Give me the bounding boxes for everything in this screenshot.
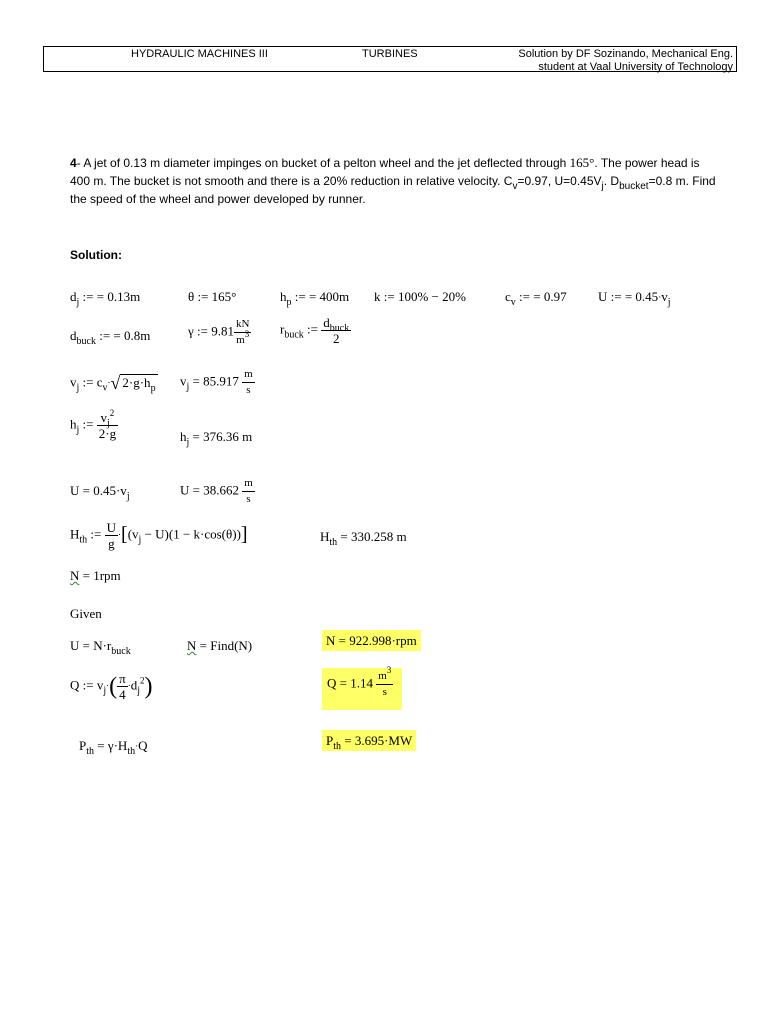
Hth-frac-den: g: [108, 536, 115, 551]
U-equation: $U = 0.45\cdot v_j$: [70, 483, 130, 502]
Hth-expr-a: (v: [127, 526, 139, 542]
header-credit-line1: Solution by DF Sozinando, Mechanical Eng.: [518, 48, 733, 60]
U-definition: U := = $0.45\cdot v_j$: [598, 289, 671, 308]
U-expr: = 0.45·v: [82, 483, 127, 498]
dbuck-definition: $d_{buck}$ := = 0.8m: [70, 328, 151, 347]
Hth-frac-num: U: [106, 520, 117, 535]
Q-4: 4: [119, 687, 126, 702]
problem-vj-sub: j: [601, 181, 604, 192]
vj-expr: 2·g·h: [122, 375, 151, 390]
find-expr: = Find(N): [199, 638, 253, 653]
Hth-result: $H_{th} = 330.258$ m: [320, 529, 407, 548]
vj-result: $v_j = 85.917$ $\frac{m}{s}$: [180, 368, 253, 396]
Q-equation: Q := $v_j\cdot$( $\frac{\pi}{4}$ $\cdot d_j^2$): [70, 671, 153, 702]
vj-result-value: = 85.917: [192, 373, 239, 389]
U-result: U = 38.662 $\frac{m}{s}$: [180, 477, 253, 505]
header-credit: [518, 48, 733, 74]
Hth-expr-b: − U)(1 − k·cos(θ)): [141, 526, 241, 542]
vj-equation: $v_j$ := $c_v\cdot√$ $2\cdot g\cdot h_p$: [70, 373, 156, 394]
header-topic: TURBINES: [362, 48, 418, 60]
U-result-value: = 38.662: [192, 482, 239, 498]
Hth-result-value: = 330.258 m: [340, 529, 407, 544]
page-header: [43, 46, 737, 72]
header-credit-line2: student at Vaal University of Technology: [538, 61, 733, 73]
given-eq: U = N·r: [70, 638, 112, 653]
Pth-result: $P_{th} = 3.695\cdot MW$: [322, 733, 416, 749]
dj-definition: $d_j$ := = 0.13m: [70, 289, 141, 308]
problem-text-e: =0.8 m. Find the speed of the wheel and power developed by runner.: [70, 174, 716, 206]
Pth-expr: = γ·H: [97, 738, 128, 753]
hj-result-value: = 376.36 m: [192, 429, 253, 444]
rbuck-definition: $r_{buck}$ := $\frac{d_{buck}}{2}$: [280, 315, 350, 346]
N-result: [322, 633, 421, 649]
Q-pi: π: [119, 671, 126, 686]
hp-definition: $h_p$ := = 400m: [280, 289, 350, 308]
cv-value: = 0.97: [533, 289, 567, 304]
problem-text-d: . D: [603, 174, 620, 188]
gamma-unit-num: kN: [234, 318, 251, 333]
header-course: HYDRAULIC MACHINES III: [131, 48, 268, 60]
given-label: Given: [70, 606, 102, 621]
hj-result: $h_j = 376.36$ m: [180, 429, 253, 448]
hj-equation: $h_j$ := $\frac{v_j^2}{2\cdot g}$: [70, 408, 117, 441]
given-equation: $U = N\cdot r_{buck}$: [70, 638, 131, 657]
problem-text-c: =0.97, U=0.45V: [517, 174, 602, 188]
problem-statement: [70, 154, 722, 208]
problem-cv-sub: v: [512, 181, 518, 192]
Q-result-value: Q = 1.14: [327, 675, 373, 691]
problem-text-b: . The power head is 400 m. The bucket is not smooth and there is a 20% reduction in relative velocity. C: [70, 156, 700, 188]
dbuck-value: = 0.8m: [113, 328, 151, 343]
problem-text-a: - A jet of 0.13 m diameter impinges on bucket of a pelton wheel and the jet deflected through: [76, 156, 570, 170]
solution-label: Solution:: [70, 248, 122, 262]
Hth-equation: $H_{th}$ := $\frac{U}{g}$ $\cdot[(v_j - U)(1 - k\cdot\cos(\theta))]$: [70, 520, 248, 551]
Q-result: Q = 1.14 $\frac{m^3}{s}$: [327, 665, 392, 698]
dj-value: = 0.13m: [96, 289, 141, 304]
theta-definition: θ := 165°: [188, 289, 237, 304]
problem-number: 4: [70, 156, 77, 170]
rbuck-num: d: [323, 315, 330, 330]
rbuck-den: 2: [332, 331, 340, 346]
cv-definition: $c_v$ := = 0.97: [505, 289, 567, 308]
Pth-result-value: = 3.695·MW: [344, 733, 413, 748]
N-guess: N = 1rpm: [70, 568, 121, 583]
find-equation: N = Find(N): [187, 638, 253, 653]
gamma-definition: γ := 9.81 $\frac{kN}{m^3}$: [188, 318, 250, 346]
problem-dbucket-sub: bucket: [619, 181, 649, 192]
hp-value: = 400m: [308, 289, 350, 304]
U-def-value: = 0.45: [624, 289, 659, 304]
k-definition: k := 100% − 20%: [374, 289, 466, 304]
N-guess-value: = 1rpm: [82, 568, 121, 583]
problem-theta: 165°: [569, 155, 595, 170]
N-result-value: N = 922.998·rpm: [322, 630, 421, 651]
gamma-value: γ := 9.81: [188, 323, 234, 339]
hj-den: 2·g: [98, 426, 117, 441]
Pth-equation: $P_{th} = \gamma\cdot H_{th}\cdot Q$: [79, 738, 148, 757]
